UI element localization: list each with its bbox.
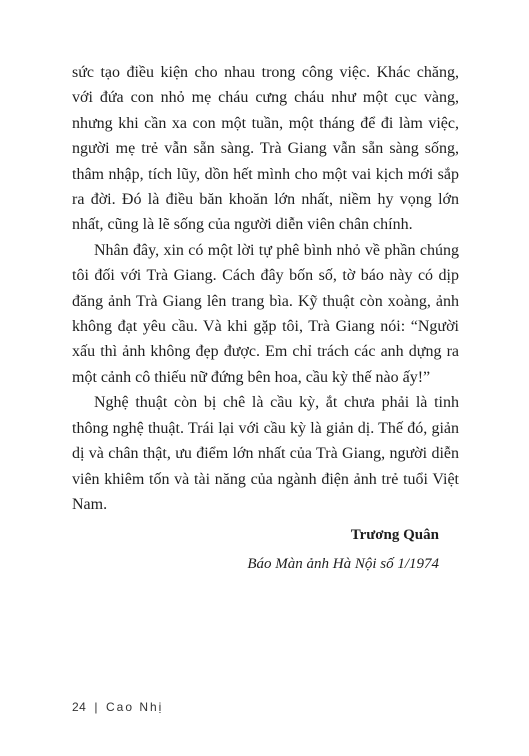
body-text: [72, 60, 459, 517]
source-citation: Báo Màn ảnh Hà Nội số 1/1974: [247, 556, 439, 572]
page-number: 24: [72, 700, 87, 714]
paragraph: sức tạo điều kiện cho nhau trong công việc. Khác chăng, với đứa con nhỏ mẹ cháu cưng cháu như một cục vàng, nhưng khi cần xa con một tuần, một tháng để đi làm việc, người mẹ trẻ vẫn sẵn sàng. Trà Giang vẫn sẵn sàng sống, thâm nhập, tích lũy, dồn hết mình cho một vai kịch mới sắp ra đời. Đó là điều băn khoăn lớn nhất, niềm hy vọng lớn nhất, cũng là lẽ sống của người diễn viên chân chính.: [72, 64, 459, 234]
book-title: Cao Nhị: [105, 700, 164, 714]
page-footer: [72, 700, 163, 714]
author-signature: Trương Quân: [350, 527, 439, 543]
paragraph: Nghệ thuật còn bị chê là cầu kỳ, ắt chưa phải là tinh thông nghệ thuật. Trái lại với cầu kỳ là giản dị. Thế đó, giản dị và chân thật, ưu điểm lớn nhất của Trà Giang, người diễn viên khiêm tốn và tài năng của ngành điện ảnh trẻ tuổi Việt Nam.: [72, 394, 459, 513]
paragraph: Nhân đây, xin có một lời tự phê bình nhỏ về phần chúng tôi đối với Trà Giang. Cách đây bốn số, tờ báo này có dịp đăng ảnh Trà Giang lên trang bìa. Kỹ thuật còn xoàng, ảnh không đạt yêu cầu. Và khi gặp tôi, Trà Giang nói: “Người xấu thì ảnh không đẹp được. Em chỉ trách các anh dựng ra một cảnh cô thiếu nữ đứng bên hoa, cầu kỳ thế nào ấy!”: [72, 241, 459, 386]
footer-separator: |: [94, 700, 98, 714]
